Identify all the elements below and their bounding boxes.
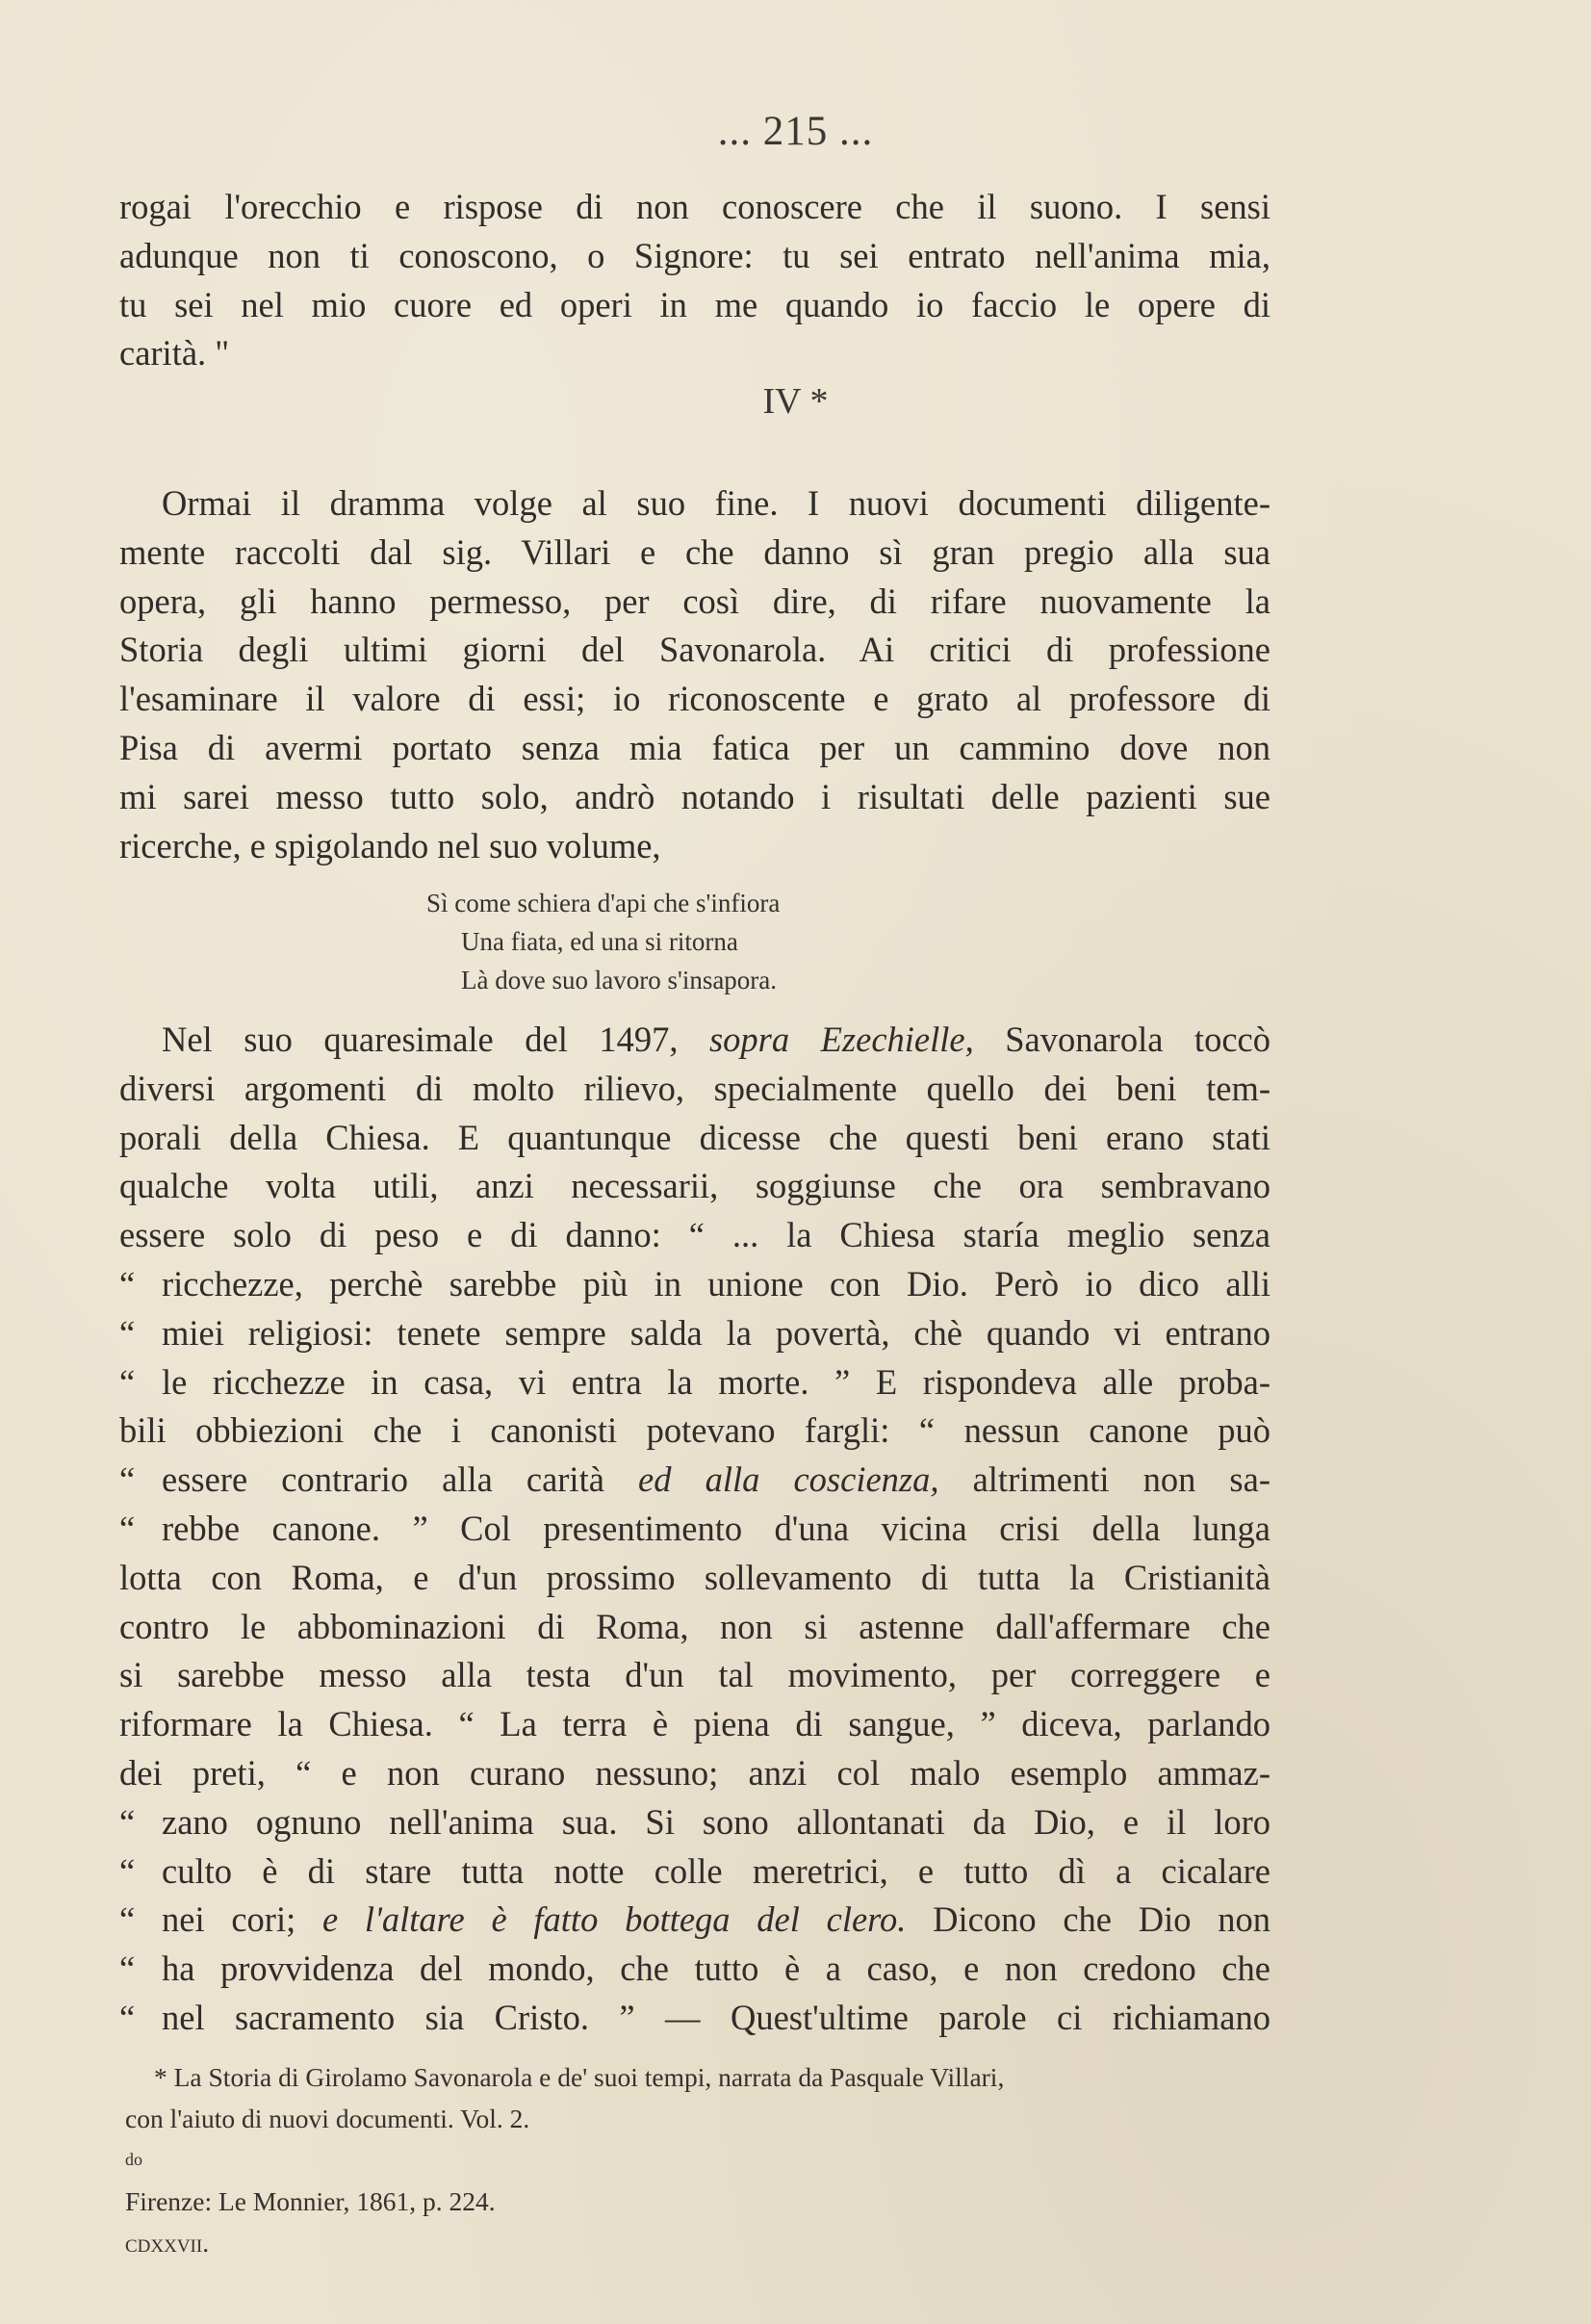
- text-line: Ormai il dramma volge al suo fine. I nuovi documenti diligente-: [162, 483, 1270, 523]
- text-line: tu sei nel mio cuore ed operi in me quando io faccio le opere di: [119, 284, 1270, 324]
- text-line: riformare la Chiesa. “ La terra è piena di sangue, ” diceva, parlando: [119, 1704, 1270, 1744]
- text-run: con l'aiuto di nuovi documenti. Vol. 2.: [125, 2104, 530, 2133]
- text-line: ricerche, e spigolando nel suo volume,: [119, 825, 661, 865]
- text-line: opera, gli hanno permesso, per così dire, di rifare nuovamente la: [119, 581, 1270, 621]
- quoted-line: “ miei religiosi: tenete sempre salda la povertà, chè quando vi entrano: [119, 1309, 1270, 1358]
- text-run: Firenze: Le Monnier, 1861, p. 224.: [125, 2186, 496, 2216]
- text-line: lotta con Roma, e d'un prossimo sollevamento di tutta la Cristianità: [119, 1557, 1270, 1597]
- text-run: Nel suo quaresimale del 1497,: [162, 1020, 709, 1059]
- quoted-line: “ ricchezze, perchè sarebbe più in unione con Dio. Però io dico alli: [119, 1260, 1270, 1309]
- verse-line: Sì come schiera d'api che s'infiora: [426, 889, 781, 917]
- text-line: Storia degli ultimi giorni del Savonarola. Ai critici di professione: [119, 630, 1270, 670]
- section-heading: IV *: [762, 381, 829, 422]
- verse-line: Una fiata, ed una si ritorna: [461, 927, 738, 956]
- text-line: diversi argomenti di molto rilievo, specialmente quello dei beni tem-: [119, 1068, 1270, 1108]
- text-run: Dicono che Dio non: [906, 1899, 1270, 1940]
- text-line: adunque non ti conoscono, o Signore: tu sei entrato nell'anima mia,: [119, 235, 1270, 275]
- superscript: do: [125, 2150, 142, 2169]
- italic-phrase: e l'altare è fatto bottega del clero.: [321, 1899, 907, 1940]
- footnote: [125, 2056, 1270, 2263]
- text-run: altrimenti non sa-: [938, 1459, 1270, 1500]
- text-line: qualche volta utili, anzi necessarii, soggiunse che ora sembravano: [119, 1166, 1270, 1206]
- italic-title: sopra Ezechielle,: [708, 1020, 974, 1059]
- text-line: dei preti, “ e non curano nessuno; anzi col malo esemplo ammaz-: [119, 1752, 1270, 1793]
- quoted-line: “ nel sacramento sia Cristo. ” — Quest'ultime parole ci richiamano: [119, 1994, 1270, 2043]
- quoted-line: “ ha provvidenza del mondo, che tutto è a caso, e non credono che: [119, 1945, 1270, 1994]
- verse-line: Là dove suo lavoro s'insapora.: [461, 966, 778, 994]
- text-run: essere contrario alla carità: [162, 1459, 639, 1500]
- quoted-line: [119, 1896, 1270, 1945]
- text-run: nei cori;: [162, 1899, 322, 1940]
- continued-paragraph: [119, 183, 1270, 378]
- paragraph-quaresimale: [119, 1016, 1270, 2043]
- text-line: contro le abbominazioni di Roma, non si astenne dall'affermare che: [119, 1606, 1270, 1646]
- text-line: [119, 1016, 1270, 1065]
- footnote-line: [125, 2098, 1270, 2263]
- text-line: carità. ": [119, 333, 230, 374]
- text-line: l'esaminare il valore di essi; io riconoscente e grato al professore di: [119, 679, 1270, 719]
- verse-quotation: [426, 884, 780, 999]
- text-line: mente raccolti dal sig. Villari e che danno sì gran pregio alla sua: [119, 531, 1270, 572]
- text-line: porali della Chiesa. E quantunque dicesse che questi beni erano stati: [119, 1117, 1270, 1157]
- text-line: bili obbiezioni che i canonisti potevano fargli: “ nessun canone può: [119, 1410, 1270, 1451]
- quoted-line: “ le ricchezze in casa, vi entra la morte. ” E rispondeva alle proba-: [119, 1358, 1270, 1407]
- text-line: rogai l'orecchio e rispose di non conoscere che il suono. I sensi: [119, 187, 1270, 226]
- text-line: mi sarei messo tutto solo, andrò notando i risultati delle pazienti sue: [119, 776, 1270, 816]
- text-line: essere solo di peso e di danno: “ ... la Chiesa staría meglio senza: [119, 1215, 1270, 1255]
- quoted-line: “ rebbe canone. ” Col presentimento d'una vicina crisi della lunga: [119, 1505, 1270, 1554]
- text-line: Pisa di avermi portato senza mia fatica per un cammino dove non: [119, 727, 1270, 767]
- footnote-line: * La Storia di Girolamo Savonarola e de' suoi tempi, narrata da Pasquale Villari,: [154, 2062, 1005, 2092]
- roman-numeral: cdxxvii.: [125, 2228, 210, 2258]
- paragraph-ormai: [119, 479, 1270, 870]
- text-line: si sarebbe messo alla testa d'un tal movimento, per correggere e: [119, 1655, 1270, 1695]
- text-run: Savonarola toccò: [973, 1020, 1270, 1059]
- quoted-line: “ culto è di stare tutta notte colle meretrici, e tutto dì a cicalare: [119, 1847, 1270, 1897]
- italic-phrase: ed alla coscienza,: [638, 1459, 939, 1500]
- quoted-line: [119, 1456, 1270, 1505]
- running-head-page-number: ... 215 ...: [717, 109, 874, 154]
- quoted-line: “ zano ognuno nell'anima sua. Si sono allontanati da Dio, e il loro: [119, 1798, 1270, 1847]
